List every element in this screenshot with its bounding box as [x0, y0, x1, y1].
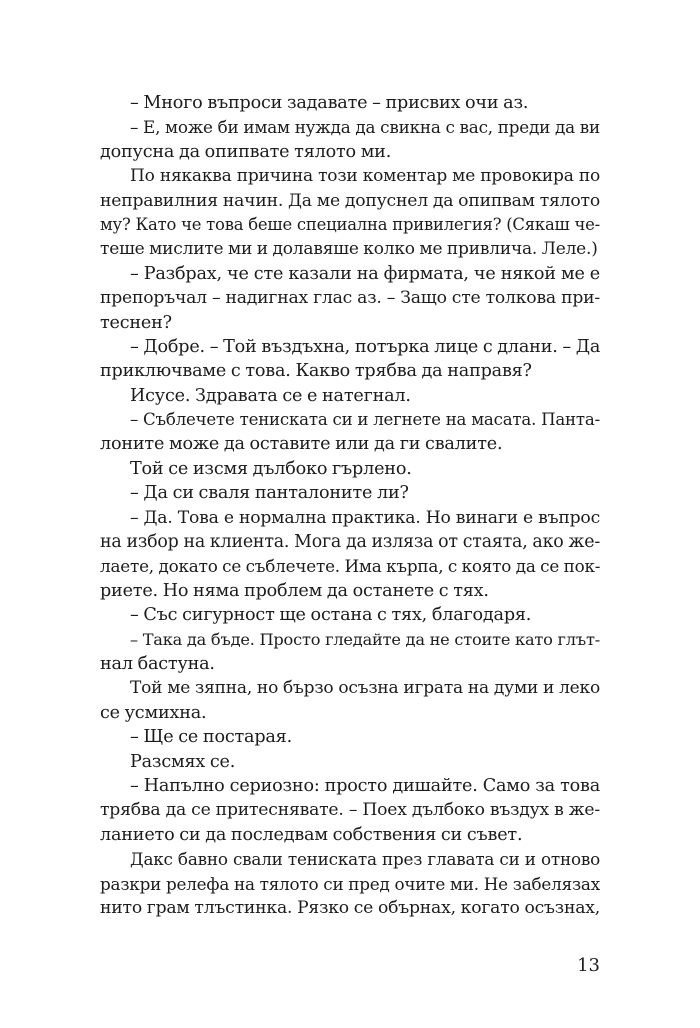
- text-line: Той ме зяпна, но бързо осъзна играта на думи и леко: [130, 678, 600, 699]
- text-line: приключваме с това. Какво трябва да направя?: [100, 361, 532, 382]
- text-line: – Със сигурност ще остана с тях, благодаря.: [130, 605, 532, 626]
- text-line: му? Като че това беше специална привилегия? (Сякаш че-: [100, 214, 600, 234]
- text-line: Разсмях се.: [130, 751, 236, 772]
- text-line: нал бастуна.: [100, 653, 215, 674]
- text-line: лоните може да оставите или да ги свалите.: [100, 434, 503, 455]
- text-line: – Много въпроси задавате – присвих очи аз.: [130, 93, 529, 113]
- text-line: – Да си сваля панталоните ли?: [130, 483, 409, 504]
- text-line: нито грам тлъстинка. Рязко се обърнах, когато осъзнах,: [100, 897, 600, 918]
- text-line: се усмихна.: [100, 702, 207, 723]
- text-line: По някаква причина този коментар ме провокира по: [130, 166, 600, 187]
- text-line: разкри релефа на тялото си пред очите ми. Не забелязах: [100, 873, 600, 894]
- text-line: – Ще се постарая.: [130, 727, 292, 748]
- text-line: теше мислите ми и долавяше колко ме привлича. Леле.): [100, 239, 598, 260]
- text-line: Дакс бавно свали тениската през главата си и отново: [130, 849, 600, 870]
- text-line: трябва да се притеснявате. – Поех дълбоко въздух в же-: [100, 800, 600, 821]
- text-line: – Добре. – Той въздъхна, потърка лице с длани. – Да: [130, 336, 601, 357]
- text-line: на избор на клиента. Мога да изляза от стаята, ако же-: [100, 532, 600, 553]
- text-line: – Напълно сериозно: просто дишайте. Само за това: [130, 775, 600, 796]
- text-line: – Да. Това е нормална практика. Но винаги е въпрос: [130, 507, 600, 528]
- body-text: [100, 91, 600, 920]
- text-line: лаете, докато се съблечете. Има кърпа, с която да се пок-: [100, 556, 601, 577]
- text-line: – Разбрах, че сте казали на фирмата, че някой ме е: [130, 263, 600, 284]
- text-line: Той се изсмя дълбоко гърлено.: [130, 458, 412, 479]
- text-line: ланието си да последвам собствения си съвет.: [100, 824, 523, 845]
- text-line: теснен?: [100, 312, 172, 333]
- page-number: 13: [577, 955, 600, 976]
- text-line: препоръчал – надигнах глас аз. – Защо сте толкова при-: [100, 288, 600, 309]
- text-line: – Така да бъде. Просто гледайте да не стоите като глът-: [130, 629, 600, 649]
- text-line: риете. Но няма проблем да останете с тях.: [100, 580, 489, 601]
- text-line: неправилния начин. Да ме допуснел да опипвам тялото: [100, 190, 600, 211]
- text-line: допусна да опипвате тялото ми.: [100, 141, 392, 162]
- text-line: Исусе. Здравата се е натегнал.: [130, 385, 411, 406]
- text-line: – Е, може би имам нужда да свикна с вас, преди да ви: [130, 117, 600, 138]
- text-line: – Съблечете тениската си и легнете на масата. Панта-: [130, 410, 600, 430]
